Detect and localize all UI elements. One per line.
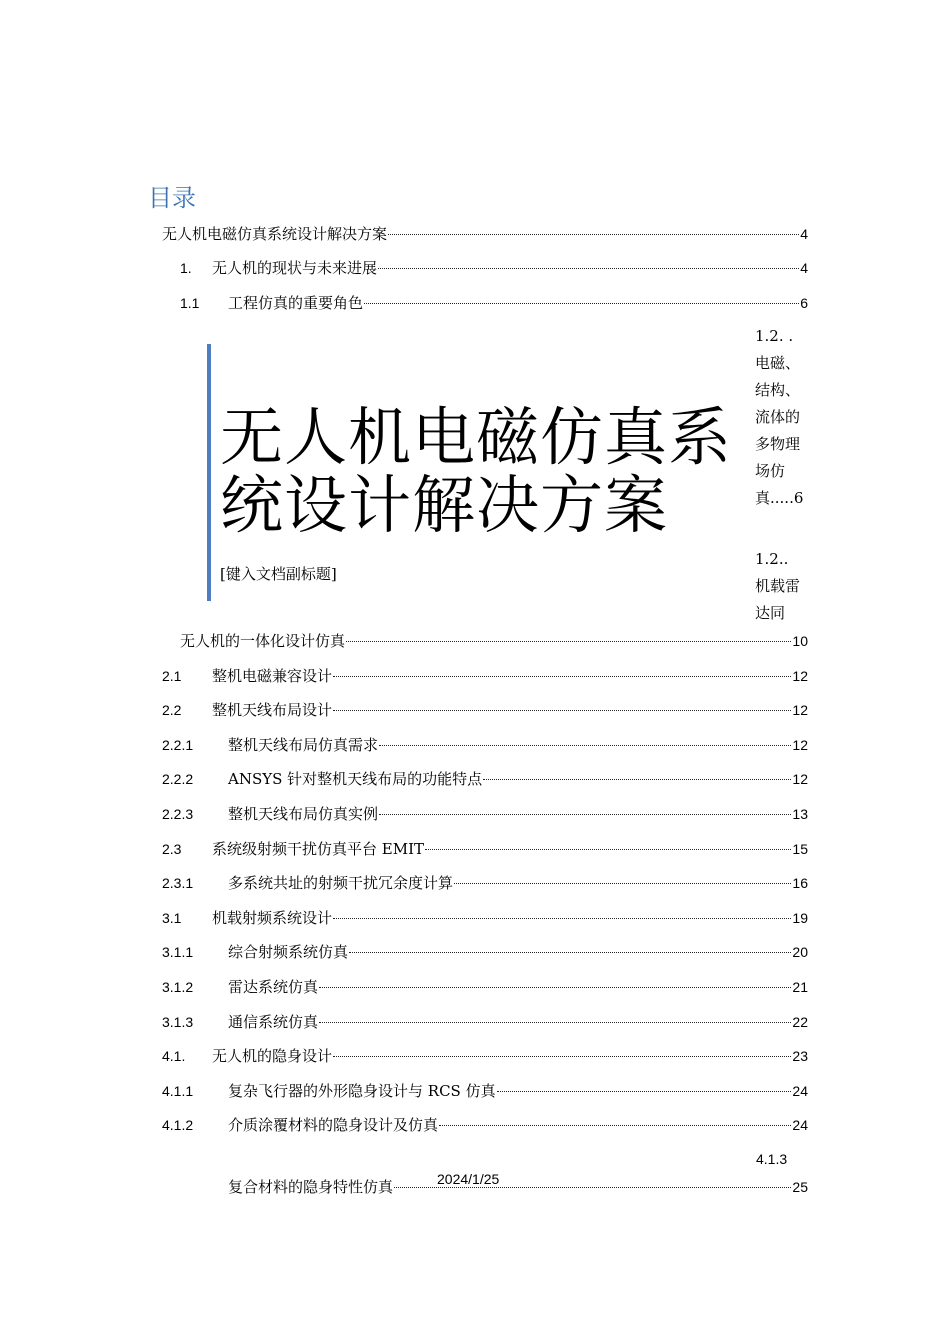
cover-accent-bar	[207, 344, 211, 601]
toc-leader-dots	[319, 1022, 791, 1023]
toc-leader-dots	[379, 814, 791, 815]
toc-page-number: 12	[792, 702, 808, 718]
toc-entry-text: 通信系统仿真	[228, 1013, 319, 1031]
toc-page-number: 6	[800, 295, 808, 311]
toc-page-number: 12	[792, 771, 808, 787]
toc-page-number: 24	[792, 1083, 808, 1099]
toc-entry[interactable]	[162, 1113, 808, 1137]
toc-entry-number: 2.3.1	[162, 875, 194, 891]
toc-leader-dots	[394, 1187, 791, 1188]
toc-entry[interactable]	[180, 291, 808, 315]
toc-leader-dots	[333, 710, 791, 711]
toc-page-number: 12	[792, 737, 808, 753]
toc-page-number: 21	[792, 979, 808, 995]
toc-leader-dots	[364, 303, 799, 304]
toc-leader-dots	[333, 676, 791, 677]
toc-entry-number: 2.2.1	[162, 737, 194, 753]
toc-entry-text: 复合材料的隐身特性仿真	[228, 1178, 394, 1196]
toc-entry-text: 整机电磁兼容设计	[212, 667, 333, 685]
toc-entry-number: 3.1.3	[162, 1014, 194, 1030]
toc-entry-number: 2.2	[162, 702, 182, 718]
toc-entry-text: 工程仿真的重要角色	[228, 294, 364, 312]
toc-entry-number: 4.1.	[162, 1048, 186, 1064]
toc-entry-number: 2.2.3	[162, 806, 194, 822]
toc-page-number: 19	[792, 910, 808, 926]
toc-entry-number: 4.1.2	[162, 1117, 194, 1133]
toc-entry-text: 无人机的一体化设计仿真	[180, 632, 346, 650]
toc-entry-text: 多系统共址的射频干扰冗余度计算	[228, 874, 454, 892]
toc-page-number: 23	[792, 1048, 808, 1064]
cover-subtitle: [键入文档副标题]	[220, 565, 337, 583]
toc-leader-dots	[379, 745, 791, 746]
toc-page-number: 4	[800, 226, 808, 242]
toc-entry[interactable]	[162, 975, 808, 999]
toc-entry-text: 介质涂覆材料的隐身设计及仿真	[228, 1116, 439, 1134]
toc-entry-number: 1.1	[180, 295, 200, 311]
toc-entry[interactable]	[228, 1175, 808, 1199]
toc-page-number: 16	[792, 875, 808, 891]
toc-leader-dots	[439, 1125, 791, 1126]
toc-entry-number: 1.	[180, 260, 192, 276]
toc-entry[interactable]	[162, 837, 808, 861]
toc-entry[interactable]	[162, 698, 808, 722]
toc-page-number: 25	[792, 1179, 808, 1195]
toc-entry-number: 4.1.1	[162, 1083, 194, 1099]
toc-entry-text: ANSYS 针对整机天线布局的功能特点	[228, 770, 483, 788]
toc-entry[interactable]	[162, 733, 808, 757]
toc-overflow-number: 4.1.3	[756, 1151, 788, 1167]
toc-page-number: 20	[792, 944, 808, 960]
toc-entry[interactable]	[162, 871, 808, 895]
toc-entry-text: 整机天线布局仿真需求	[228, 736, 379, 754]
toc-page-number: 13	[792, 806, 808, 822]
toc-page-number: 22	[792, 1014, 808, 1030]
toc-entry[interactable]	[162, 802, 808, 826]
toc-entry-text: 系统级射频干扰仿真平台 EMIT	[212, 840, 425, 858]
toc-entry[interactable]	[162, 1044, 808, 1068]
toc-entry-text: 无人机的现状与未来进展	[212, 259, 378, 277]
toc-side-fragment: 1.2.. 机载雷达同	[755, 550, 801, 622]
footer-date: 2024/1/25	[437, 1171, 500, 1187]
toc-entry-number: 2.3	[162, 841, 182, 857]
toc-leader-dots	[319, 987, 791, 988]
toc-leader-dots	[333, 918, 791, 919]
toc-entry-text: 整机天线布局仿真实例	[228, 805, 379, 823]
toc-entry-number: 3.1	[162, 910, 182, 926]
toc-leader-dots	[425, 849, 791, 850]
toc-entry-number: 2.2.2	[162, 771, 194, 787]
toc-page-number: 10	[792, 633, 808, 649]
toc-entry[interactable]	[162, 664, 808, 688]
toc-leader-dots	[378, 268, 799, 269]
toc-entry[interactable]	[162, 767, 808, 791]
toc-entry-text: 复杂飞行器的外形隐身设计与 RCS 仿真	[228, 1082, 496, 1100]
toc-page-number: 24	[792, 1117, 808, 1133]
toc-entry-text: 无人机电磁仿真系统设计解决方案	[162, 225, 388, 243]
toc-page-number: 4	[800, 260, 808, 276]
toc-side-fragment: 1.2. .电磁、结构、流体的多物理场仿真.....6	[755, 327, 804, 507]
toc-entry[interactable]	[180, 629, 808, 653]
toc-entry-text: 无人机的隐身设计	[212, 1047, 333, 1065]
toc-entry-text: 雷达系统仿真	[228, 978, 319, 996]
toc-entry-text: 综合射频系统仿真	[228, 943, 349, 961]
toc-leader-dots	[483, 779, 791, 780]
toc-entry[interactable]	[162, 1079, 808, 1103]
toc-entry-number: 3.1.1	[162, 944, 194, 960]
toc-heading: 目录	[148, 184, 196, 212]
toc-entry[interactable]	[180, 256, 808, 280]
toc-entry-text: 机载射频系统设计	[212, 909, 333, 927]
toc-leader-dots	[497, 1091, 792, 1092]
toc-leader-dots	[333, 1056, 791, 1057]
toc-entry-number: 2.1	[162, 668, 182, 684]
toc-leader-dots	[388, 234, 799, 235]
toc-leader-dots	[454, 883, 791, 884]
toc-entry[interactable]	[162, 906, 808, 930]
toc-entry-text: 整机天线布局设计	[212, 701, 333, 719]
toc-page-number: 12	[792, 668, 808, 684]
toc-entry[interactable]	[162, 1010, 808, 1034]
toc-entry[interactable]	[162, 940, 808, 964]
toc-leader-dots	[349, 952, 791, 953]
toc-entry[interactable]	[162, 222, 808, 246]
toc-page-number: 15	[792, 841, 808, 857]
cover-title: 无人机电磁仿真系统设计解决方案	[220, 401, 732, 542]
toc-entry-number: 3.1.2	[162, 979, 194, 995]
toc-leader-dots	[346, 641, 791, 642]
